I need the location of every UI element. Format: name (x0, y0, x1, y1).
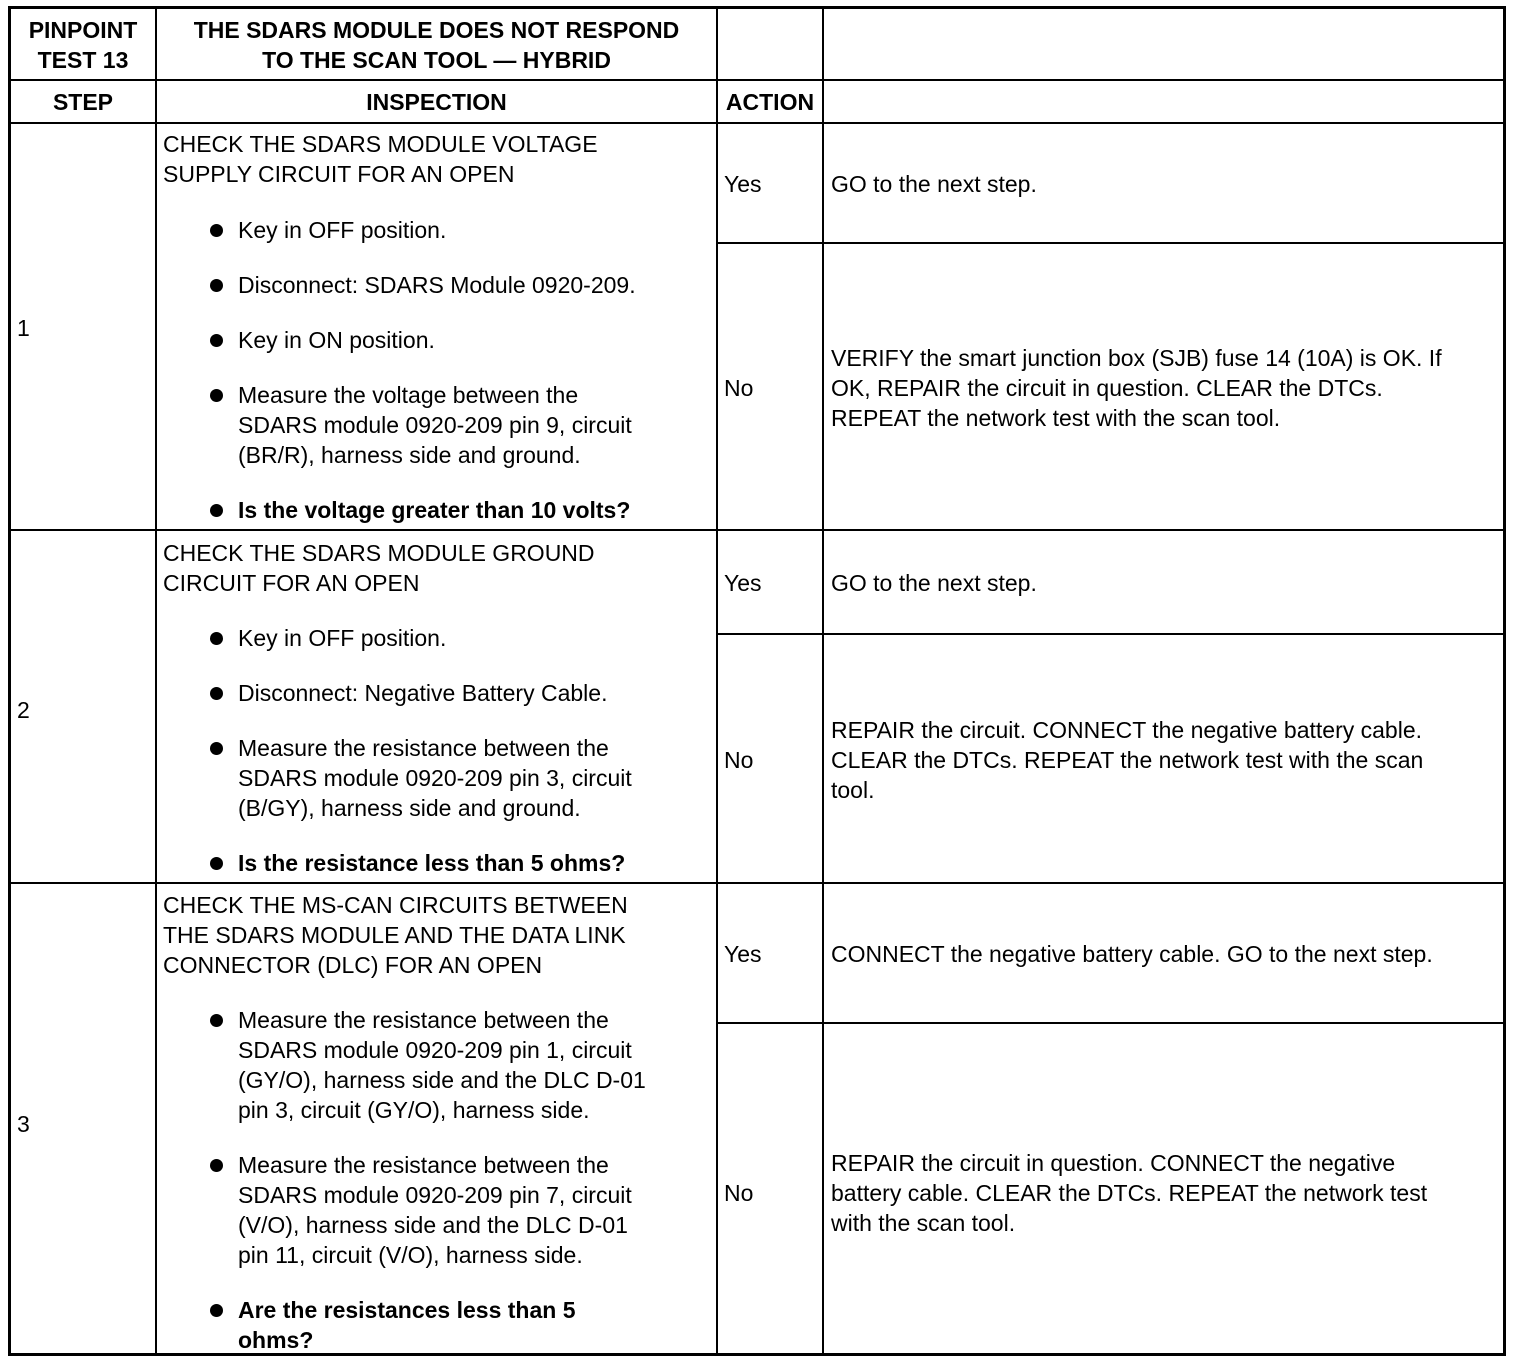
step-number: 1 (17, 315, 30, 341)
col-divider-inspection (716, 9, 718, 1353)
bullet-icon (210, 742, 223, 755)
col-divider-action (822, 9, 824, 1353)
action-no-label: No (724, 1180, 754, 1206)
test-id: PINPOINT TEST 13 (28, 17, 138, 73)
bullet-icon (210, 389, 223, 402)
row-divider-step3-yes (716, 1022, 1503, 1024)
row-divider-step1-yes (716, 242, 1503, 244)
bullet-icon (210, 224, 223, 237)
bullet-icon (210, 334, 223, 347)
bullet-icon (210, 857, 223, 870)
step-heading: CHECK THE MS-CAN CIRCUITS BETWEEN THE SDARS MODULE AND THE DATA LINK CONNECTOR (DLC) FOR AN OPEN (163, 892, 628, 978)
step-heading: CHECK THE SDARS MODULE GROUND CIRCUIT FOR AN OPEN (163, 540, 595, 596)
action-no-text: REPAIR the circuit in question. CONNECT the negative battery cable. CLEAR the DTCs. REPEAT the network test with the scan tool. (831, 1150, 1428, 1236)
action-yes-text: CONNECT the negative battery cable. GO to the next step. (831, 941, 1433, 967)
step-heading: CHECK THE SDARS MODULE VOLTAGE SUPPLY CIRCUIT FOR AN OPEN (163, 131, 598, 187)
column-header-inspection: INSPECTION (366, 89, 507, 115)
action-no-label: No (724, 375, 754, 401)
step-number: 2 (17, 697, 30, 723)
bullet-icon (210, 504, 223, 517)
col-divider-step (155, 9, 157, 1353)
action-yes-label: Yes (724, 570, 762, 596)
bullet-icon (210, 1014, 223, 1027)
action-yes-label: Yes (724, 171, 762, 197)
row-divider-header (11, 122, 1503, 124)
column-header-action: ACTION (725, 89, 815, 115)
bullet-icon (210, 1159, 223, 1172)
row-divider-title (11, 79, 1503, 81)
action-no-label: No (724, 747, 754, 773)
bullet-icon (210, 687, 223, 700)
action-yes-label: Yes (724, 941, 762, 967)
bullet-icon (210, 632, 223, 645)
row-divider-step2 (11, 882, 1503, 884)
action-no-text: REPAIR the circuit. CONNECT the negative battery cable. CLEAR the DTCs. REPEAT the network test with the scan tool. (831, 717, 1424, 803)
column-header-step: STEP (52, 89, 114, 115)
action-yes-text: GO to the next step. (831, 171, 1037, 197)
step-number: 3 (17, 1111, 30, 1137)
row-divider-step2-yes (716, 633, 1503, 635)
pinpoint-test-table: PINPOINT TEST 13 THE SDARS MODULE DOES NOT RESPOND TO THE SCAN TOOL — HYBRID STEP INSPECTION ACTION 1 CHECK THE SDARS MODULE VOLTAGE SUPPLY CIRCUIT FOR AN OPEN Key in OFF position. Disconnect: SDARS Module 0920-209. Key in ON position. Measure the voltage between the SDARS module 0920-209 pin 9, circuit (BR/R), harness side and ground. Is the voltage greater than 10 volts? Yes GO to the next step. No VERIFY the smart junction box (SJB) fuse 14 (10A) is OK. If OK, REPAIR the circuit in question. CLEAR the DTCs. REPEAT the network test with the scan tool. 2 CHECK THE SDARS MODULE GROUND CIRCUIT FOR AN OPEN Key in OFF position. Disconnect: Negative Battery Cable. Measure the resistance between the SDARS module 0920-209 pin 3, circuit (B/GY), harness side and ground. Is the resistance less than 5 ohms? Yes GO to the next step. No REPAIR the circuit. CONNECT the negative battery cable. CLEAR the DTCs. REPEAT the network test with the scan tool. 3 CHECK THE MS-CAN CIRCUITS BETWEEN THE SDARS MODULE AND THE DATA LINK CONNECTOR (DLC) FOR AN OPEN Measure the resistance between the SDARS module 0920-209 pin 1, circuit (GY/O), harness side and the DLC D-01 pin 3, circuit (GY/O), harness side. Measure the resistance between the SDARS module 0920-209 pin 7, circuit (V/O), harness side and the DLC D-01 pin 11, circuit (V/O), harness side. Are the resistances less than 5 ohms? Yes CONNECT the negative battery cable. GO to the next step. No REPAIR the circuit in question. CONNECT the negative battery cable. CLEAR the DTCs. REPEAT the network test with the scan tool. (8, 6, 1506, 1356)
bullet-icon (210, 1304, 223, 1317)
bullet-icon (210, 279, 223, 292)
action-no-text: VERIFY the smart junction box (SJB) fuse 14 (10A) is OK. If OK, REPAIR the circuit in question. CLEAR the DTCs. REPEAT the network test with the scan tool. (831, 345, 1442, 431)
test-title: THE SDARS MODULE DOES NOT RESPOND TO THE SCAN TOOL — HYBRID (193, 17, 680, 73)
action-yes-text: GO to the next step. (831, 570, 1037, 596)
row-divider-step1 (11, 529, 1503, 531)
